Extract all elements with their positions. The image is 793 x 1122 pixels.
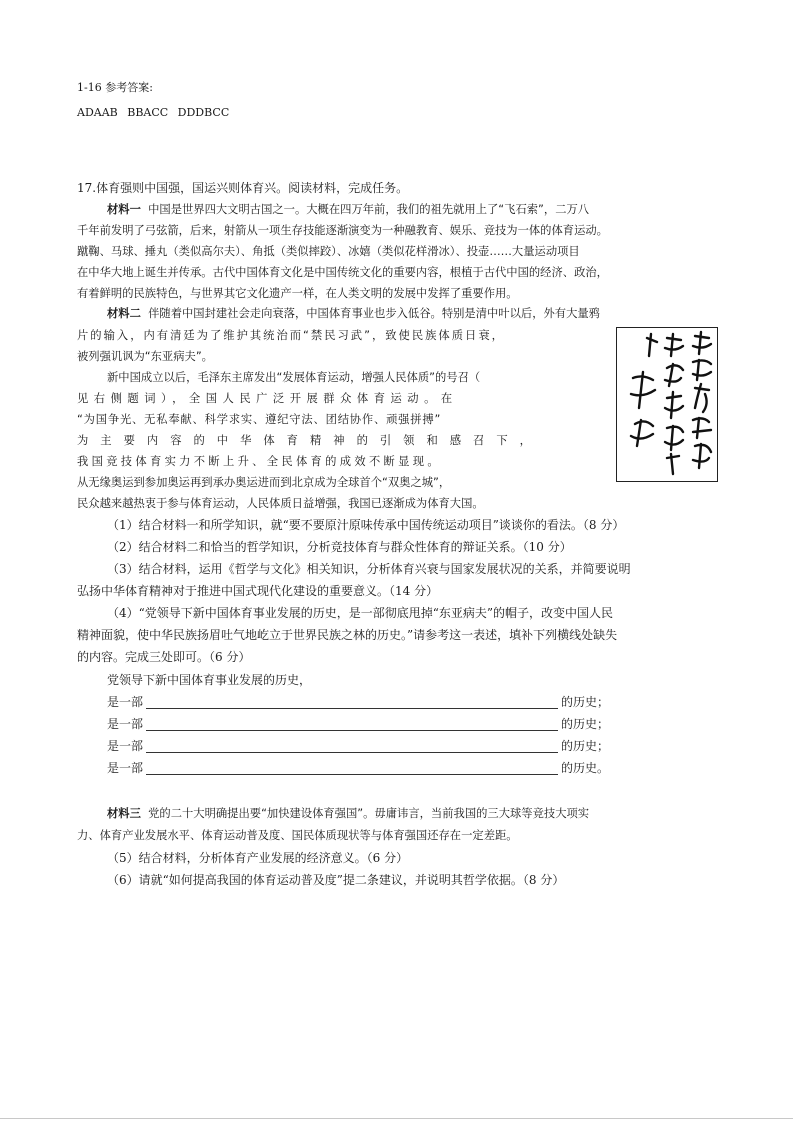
answers-text: ADAAB BBACC DDDBCC (77, 106, 230, 119)
task-6: （6）请就“如何提高我国的体育运动普及度”提二条建议，并说明其哲学依据。（8 分） (107, 873, 565, 887)
fill-blank-1[interactable] (146, 694, 558, 709)
fill-blank-2[interactable] (146, 716, 558, 731)
fill-suffix-3: 的历史； (561, 739, 610, 753)
answers-title: 1-16 参考答案: (77, 81, 153, 94)
fill-prefix-3: 是一部 (107, 739, 144, 753)
calligraphy-inscription-image (616, 327, 718, 482)
material-2-line-9: 从无缘奥运到参加奥运再到承办奥运进而到北京成为全球首个“双奥之城”， (77, 476, 451, 489)
material-2-line-2: 片的输入，内有清廷为了维护其统治而“禁民习武”，致使民族体质日衰， (77, 329, 505, 342)
material-1-line-2: 千年前发明了弓弦箭，后来，射箭从一项生存技能逐渐演变为一种融教育、娱乐、竞技为一体的体育运动。 (77, 224, 608, 237)
material-2-line-3: 被列强讥讽为“东亚病夫”。 (77, 350, 213, 363)
material-2-line-5: 见右侧题词），全国人民广泛开展群众体育运动。在 (77, 392, 458, 405)
task-4-line-3: 的内容。完成三处即可。（6 分） (77, 650, 251, 664)
material-1-line-3: 蹴鞠、马球、捶丸（类似高尔夫）、角抵（类似摔跤）、冰嬉（类似花样滑冰）、投壶……大量运动项目 (77, 245, 580, 258)
page-bottom-divider (0, 1118, 793, 1119)
material-2-line-4: 新中国成立以后，毛泽东主席发出“发展体育运动，增强人民体质”的号召（ (107, 371, 481, 384)
fill-intro: 党领导下新中国体育事业发展的历史， (107, 673, 312, 687)
fill-prefix-4: 是一部 (107, 761, 144, 775)
material-2-line-7: 为主要内容的中华体育精神的引领和感召下， (77, 434, 543, 447)
material-2-line-8: 我国竞技体育实力不断上升、全民体育的成效不断显现。 (77, 455, 442, 468)
material-2-line-1: 材料二 伴随着中国封建社会走向衰落，中国体育事业也步入低谷。特别是清中叶以后，外有大量鸦 (107, 307, 600, 320)
material-1-line-5: 有着鲜明的民族特色，与世界其它文化遗产一样，在人类文明的发展中发挥了重要作用。 (77, 287, 518, 300)
material-3-label: 材料三 (107, 807, 141, 820)
fill-suffix-2: 的历史； (561, 717, 610, 731)
fill-blank-4[interactable] (146, 760, 558, 775)
material-1-line-1: 材料一 中国是世界四大文明古国之一。大概在四万年前，我们的祖先就用上了“飞石索”，二万八 (107, 203, 590, 216)
material-2-label: 材料二 (107, 307, 141, 320)
fill-prefix-1: 是一部 (107, 695, 144, 709)
question-intro: 17.体育强则中国强，国运兴则体育兴。阅读材料，完成任务。 (77, 181, 409, 195)
material-3-line-1: 材料三 党的二十大明确提出要“加快建设体育强国”。毋庸讳言，当前我国的三大球等竞技大项实 (107, 807, 590, 820)
material-1-line-4: 在中华大地上诞生并传承。古代中国体育文化是中国传统文化的重要内容，根植于古代中国的经济、政治， (77, 266, 608, 279)
material-2-line-6: “为国争光、无私奉献、科学求实、遵纪守法、团结协作、顽强拼搏” (77, 413, 442, 426)
task-3-line-2: 弘扬中华体育精神对于推进中国式现代化建设的重要意义。（14 分） (77, 584, 439, 598)
material-2-line-10: 民众越来越热衷于参与体育运动，人民体质日益增强，我国已逐渐成为体育大国。 (77, 497, 484, 510)
calligraphy-drawing (617, 328, 717, 481)
fill-suffix-1: 的历史； (561, 695, 610, 709)
task-1: （1）结合材料一和所学知识，就“要不要原汁原味传承中国传统运动项目”谈谈你的看法。（8 分） (107, 518, 625, 532)
task-4-line-1: （4）“党领导下新中国体育事业发展的历史，是一部彻底甩掉“东亚病夫”的帽子，改变中国人民 (107, 606, 614, 620)
fill-suffix-4: 的历史。 (561, 761, 610, 775)
task-5: （5）结合材料，分析体育产业发展的经济意义。（6 分） (107, 851, 409, 865)
fill-prefix-2: 是一部 (107, 717, 144, 731)
fill-blank-3[interactable] (146, 738, 558, 753)
material-1-label: 材料一 (107, 203, 141, 216)
task-2: （2）结合材料二和恰当的哲学知识，分析竞技体育与群众性体育的辩证关系。（10 分） (107, 540, 572, 554)
task-3-line-1: （3）结合材料，运用《哲学与文化》相关知识，分析体育兴衰与国家发展状况的关系，并简要说明 (107, 562, 631, 576)
material-3-line-2: 力、体育产业发展水平、体育运动普及度、国民体质现状等与体育强国还存在一定差距。 (77, 829, 518, 842)
task-4-line-2: 精神面貌，使中华民族扬眉吐气地屹立于世界民族之林的历史。”请参考这一表述，填补下列横线处缺失 (77, 628, 618, 642)
